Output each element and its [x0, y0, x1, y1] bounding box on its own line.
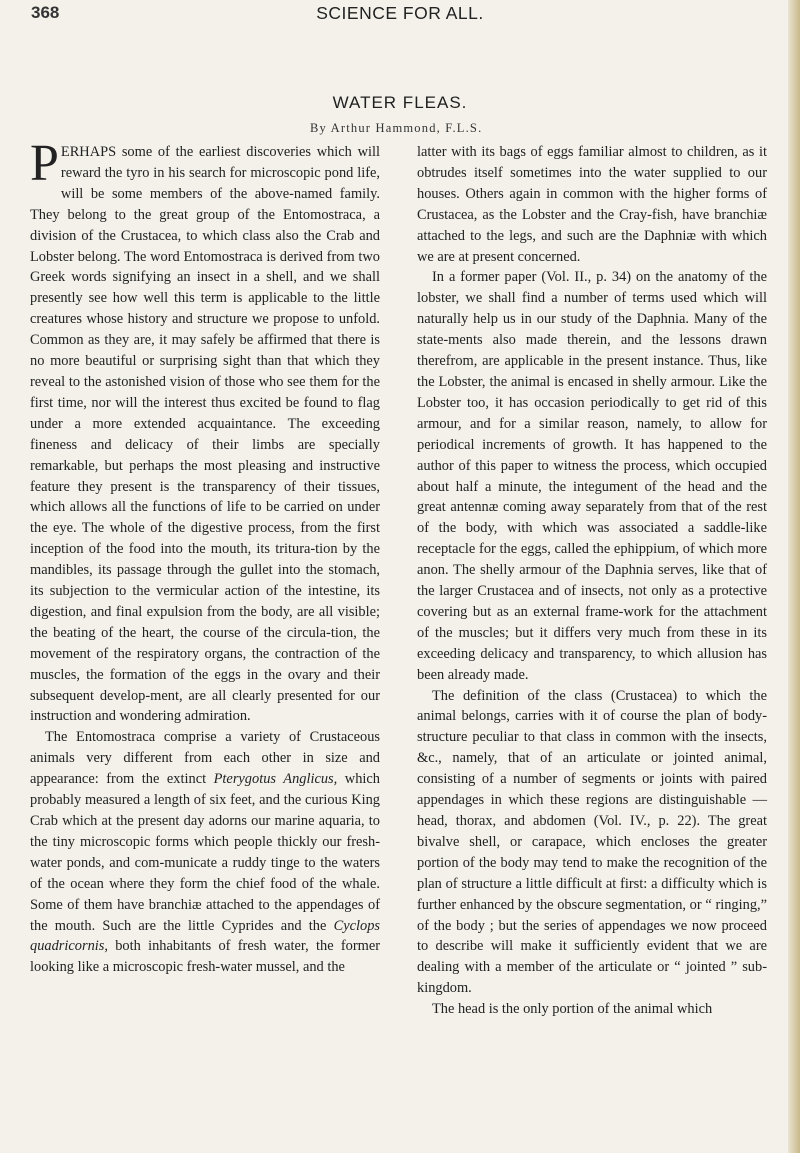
- paragraph-6: The head is the only portion of the animal which: [432, 1001, 713, 1018]
- paragraph-2: [30, 727, 380, 978]
- species-name-pterygotus: Pterygotus Anglicus,: [213, 771, 338, 788]
- paragraph-2-text-a: The Entomostraca comprise a variety of Crustaceous animals very different from each other in size and appearance: from the extinct: [30, 729, 380, 788]
- left-column: [30, 135, 380, 978]
- paragraph-5: The definition of the class (Crustacea) to which the animal belongs, carries with it of course the plan of body-structure peculiar to that class in common with the insects, &c., namely, that of an articulate or jointed animal, consisting of a number of segments or joints with paired appendages in which these regions are distinguishable — head, thorax, and abdomen (Vol. IV., p. 22). The great bivalve shell, or carapace, which encloses the greater portion of the body may tend to make the recognition of the plan of structure a little difficult at first: a difficulty which is further enhanced by the obscure segmentation, or “ ringing,” of the body ; but the series of appendages we now proceed to describe will make it sufficiently evident that we are dealing with a member of the articulate or “ jointed ” sub-kingdom.: [417, 687, 767, 997]
- right-column: [417, 142, 767, 1020]
- paragraph-2-text-b: which probably measured a length of six feet, and the curious King Crab which at the present day adorns our marine aquaria, to the tiny microscopic forms which people thickly our fresh-water ponds, and com-municate a ruddy tinge to the waters of the ocean where they form the chief food of the whale. Some of them have branchiæ attached to the appendages of the mouth. Such are the little Cyprides and the: [30, 771, 380, 934]
- article-byline: By Arthur Hammond, F.L.S.: [310, 121, 483, 135]
- drop-cap: P: [30, 135, 59, 192]
- paragraph-3: latter with its bags of eggs familiar almost to children, as it obtrudes itself sometimes into the water supplied to our houses. Others again in common with the higher forms of Crustacea, as the Lobster and the Cray-fish, have branchiæ attached to the legs, and such are the Daphniæ with which we are at present concerned.: [417, 144, 767, 265]
- species-name-cyclops: Cyclops quadricornis,: [30, 917, 380, 955]
- paragraph-2-text-c: both inhabitants of fresh water, the former looking like a microscopic fresh-water mussel, and the: [30, 938, 380, 976]
- paragraph-4: In a former paper (Vol. II., p. 34) on the anatomy of the lobster, we shall find a number of terms used which will naturally help us in our study of the Daphnia. Many of the state-ments also made therein, and the lessons drawn therefrom, are applicable in the present instance. Thus, like the Lobster, the animal is encased in shelly armour. Like the Lobster too, it has occasion periodically to get rid of this armour, and for a similar reason, namely, to allow for periodical increments of growth. It has happened to the author of this paper to witness the process, which occupied about half a minute, the integument of the head and the great antennæ coming away separately from that of the rest of the body, with which was associated a saddle-like receptacle for the eggs, called the ephippium, of which more anon. The shelly armour of the Daphnia serves, like that of the larger Crustacea and of insects, not only as a protective covering but as an external frame-work for the attachment of the muscles; but it differs very much from these in its exceeding delicacy and transparency, to which allusion has been already made.: [417, 269, 767, 683]
- paragraph-1-text: ERHAPS some of the earliest discoveries which will reward the tyro in his search for microscopic pond life, will be some members of the above-named family. They belong to the great group of the Entomostraca, a division of the Crustacea, to which class also the Crab and Lobster belong. The word Entomostraca is derived from two Greek words signifying an insect in a shell, and we shall presently see how well this term is applicable to the little creatures whose history and structure we propose to unfold. Common as they are, it may safely be affirmed that there is no more beautiful or surprising sight than that which they reveal to the astonished vision of those who see them for the first time, nor will the interest thus excited be found to flag under a more extended acquaintance. The exceeding fineness and delicacy of their limbs are specially remarkable, but perhaps the most pleasing and instructive feature they present is the transparency of their tissues, which allows all the functions of life to be carried on under the eye. The whole of the digestive process, from the first inception of the food into the mouth, its tritura-tion by the mandibles, its passage through the gullet into the stomach, its subjection to the vermicular action of the intestine, its digestion, and final expulsion from the body, are all visible; the beating of the heart, the course of the circula-tion, the movement of the respiratory organs, the contraction of the muscles, the formation of the eggs in the ovary and their subsequent develop-ment, are all clearly presented for our instruction and wondering admiration.: [30, 144, 380, 725]
- article-title: WATER FLEAS.: [332, 93, 468, 112]
- page-number: 368: [31, 3, 60, 22]
- running-head: SCIENCE FOR ALL.: [316, 3, 484, 23]
- page-edge: [788, 0, 800, 1153]
- paragraph-1: [30, 135, 380, 727]
